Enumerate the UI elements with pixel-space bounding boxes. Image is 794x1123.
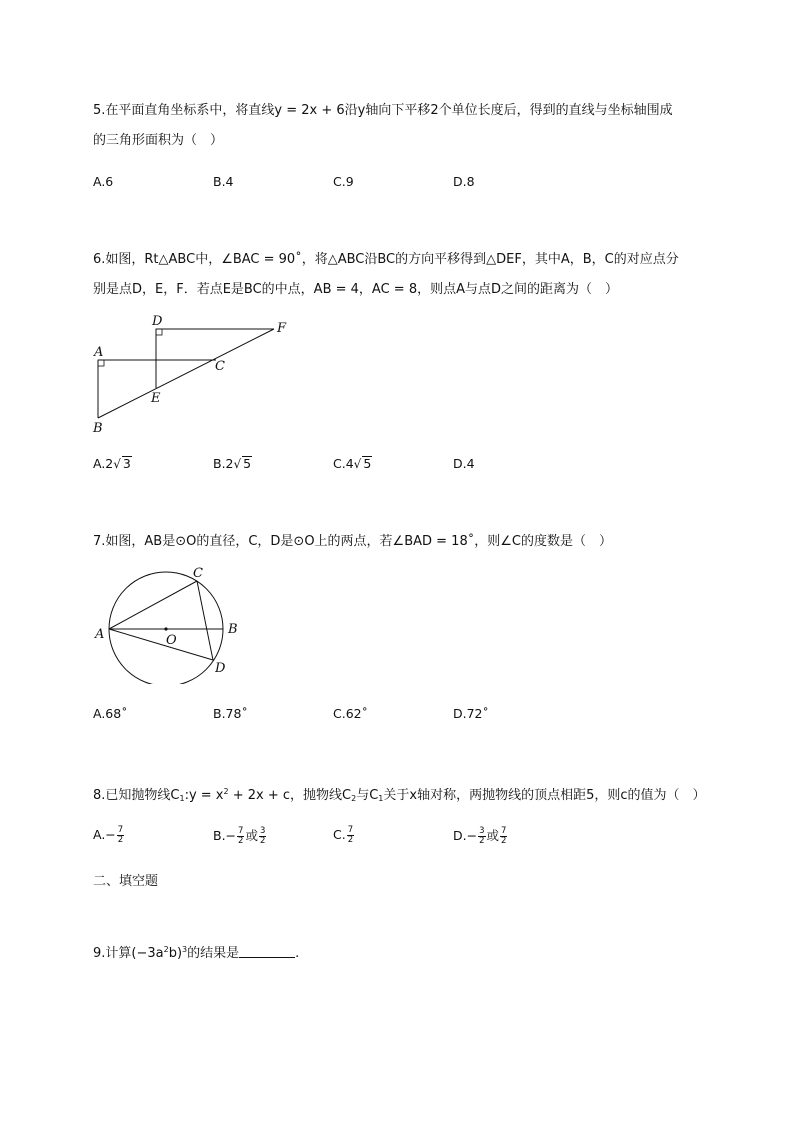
q8-option-c-prefix: C. <box>333 827 346 842</box>
q8-sub-2: 2 <box>351 794 357 803</box>
q8-option-d[interactable] <box>453 826 508 846</box>
q8-text-b: :y = x <box>184 788 224 803</box>
q8-option-a-prefix: A.− <box>93 827 116 842</box>
chord-ad <box>109 629 213 660</box>
fraction <box>117 826 124 845</box>
question-5-line-2: 的三角形面积为（ ） <box>93 133 224 148</box>
q7-option-b[interactable]: B.78˚ <box>213 706 248 721</box>
q6-option-b-radicand: 5 <box>243 456 252 471</box>
numerator: 7 <box>501 826 507 836</box>
q6-option-d[interactable]: D.4 <box>453 456 475 471</box>
q8-option-d-or: 或 <box>486 828 500 843</box>
q6-option-a[interactable] <box>93 456 132 471</box>
label-a: A <box>94 345 104 360</box>
q9-text-b: 的结果是 <box>187 946 240 961</box>
denominator: 2 <box>479 836 485 846</box>
label-b: B <box>93 421 103 436</box>
denominator: 2 <box>117 835 124 845</box>
radical-sign-icon: √ <box>113 457 121 471</box>
label-b: B <box>228 622 238 637</box>
section-title: 二、填空题 <box>93 874 159 889</box>
center-point-o <box>164 627 167 630</box>
right-angle-mark-d <box>156 329 162 335</box>
question-6-line-1: 6.如图，Rt△ABC中，∠BAC = 90˚，将△ABC沿BC的方向平移得到△DEF，其中A，B，C的对应点分 <box>93 252 679 267</box>
fraction <box>347 826 354 845</box>
chord-ac <box>109 581 197 629</box>
q5-option-a[interactable]: A.6 <box>93 174 114 189</box>
q6-option-a-prefix: A.2 <box>93 456 114 471</box>
fraction <box>237 827 244 846</box>
denominator: 2 <box>347 835 354 845</box>
question-9 <box>93 935 299 969</box>
q8-text-a: 8.已知抛物线C <box>93 788 180 803</box>
fraction <box>478 827 485 846</box>
q7-option-c[interactable]: C.62˚ <box>333 706 368 721</box>
radical-sign-icon: √ <box>233 457 242 471</box>
denominator: 2 <box>501 836 507 846</box>
q6-option-b-prefix: B.2 <box>213 456 234 471</box>
question-7-line-1: 7.如图，AB是⊙O的直径，C，D是⊙O上的两点，若∠BAD = 18˚，则∠C的度数是（ ） <box>93 534 612 549</box>
segment-bf <box>98 329 274 418</box>
question-7 <box>93 527 612 557</box>
q8-option-a[interactable] <box>93 826 125 845</box>
label-f: F <box>277 321 287 336</box>
label-d: D <box>152 314 163 329</box>
q8-option-b-or: 或 <box>245 828 258 843</box>
q6-option-c-radicand: 5 <box>363 456 372 471</box>
q8-sub-3: 1 <box>378 794 384 803</box>
numerator: 7 <box>238 826 244 836</box>
q6-option-c[interactable] <box>333 456 372 471</box>
q7-option-d[interactable]: D.72˚ <box>453 706 489 721</box>
q9-text-c: . <box>295 946 300 961</box>
q8-sup-2: 2 <box>223 787 229 796</box>
numerator: 3 <box>259 826 266 836</box>
q6-option-c-prefix: C.4 <box>333 456 354 471</box>
denominator: 2 <box>259 836 266 846</box>
circle-figure <box>90 562 250 684</box>
q8-option-c[interactable] <box>333 826 355 845</box>
radical-sign-icon: √ <box>353 457 362 471</box>
question-5-line-1: 5.在平面直角坐标系中，将直线y = 2x + 6沿y轴向下平移2个单位长度后，得到的直线与坐标轴围成 <box>93 103 673 118</box>
answer-blank[interactable] <box>239 945 295 958</box>
q8-option-d-prefix: D.− <box>453 828 478 843</box>
q5-option-c[interactable]: C.9 <box>333 174 354 189</box>
q9-expr-a: (−3a <box>131 946 164 961</box>
q9-text-a: 9.计算 <box>93 946 132 961</box>
fraction <box>500 827 507 846</box>
denominator: 2 <box>238 836 244 846</box>
q9-sup-a: 2 <box>163 945 169 954</box>
right-angle-mark-a <box>98 360 104 366</box>
numerator: 3 <box>479 826 485 836</box>
label-c: C <box>215 359 225 374</box>
question-9-line-1 <box>93 935 299 969</box>
q7-option-a[interactable]: A.68˚ <box>93 706 128 721</box>
numerator: 7 <box>117 825 124 835</box>
label-e: E <box>151 391 161 406</box>
q8-option-b-prefix: B.− <box>213 828 237 843</box>
q8-text-c: + 2x + c，抛物线C <box>228 788 352 803</box>
label-o: O <box>166 633 177 648</box>
q8-text-d: 与C <box>356 788 379 803</box>
label-d: D <box>215 661 226 676</box>
numerator: 7 <box>347 825 354 835</box>
label-c: C <box>193 566 203 581</box>
question-5 <box>93 96 673 156</box>
q5-option-b[interactable]: B.4 <box>213 174 234 189</box>
question-8 <box>93 777 706 814</box>
q8-text-e: 关于x轴对称，两抛物线的顶点相距5，则c的值为（ ） <box>383 788 706 803</box>
q6-option-b[interactable] <box>213 456 252 471</box>
question-8-line-1 <box>93 777 706 814</box>
fraction <box>259 827 266 846</box>
question-6 <box>93 245 679 305</box>
q8-sub-1: 1 <box>179 794 185 803</box>
q8-option-b[interactable] <box>213 826 267 846</box>
label-a: A <box>95 627 105 642</box>
translation-figure <box>88 312 298 437</box>
q6-option-a-radicand: 3 <box>122 456 131 471</box>
q5-option-d[interactable]: D.8 <box>453 174 475 189</box>
q9-sup-b: 3 <box>182 945 188 954</box>
question-6-line-2: 别是点D，E，F．若点E是BC的中点，AB = 4，AC = 8，则点A与点D之间的距离为（ ） <box>93 282 618 297</box>
q9-expr-b: b) <box>168 946 183 961</box>
